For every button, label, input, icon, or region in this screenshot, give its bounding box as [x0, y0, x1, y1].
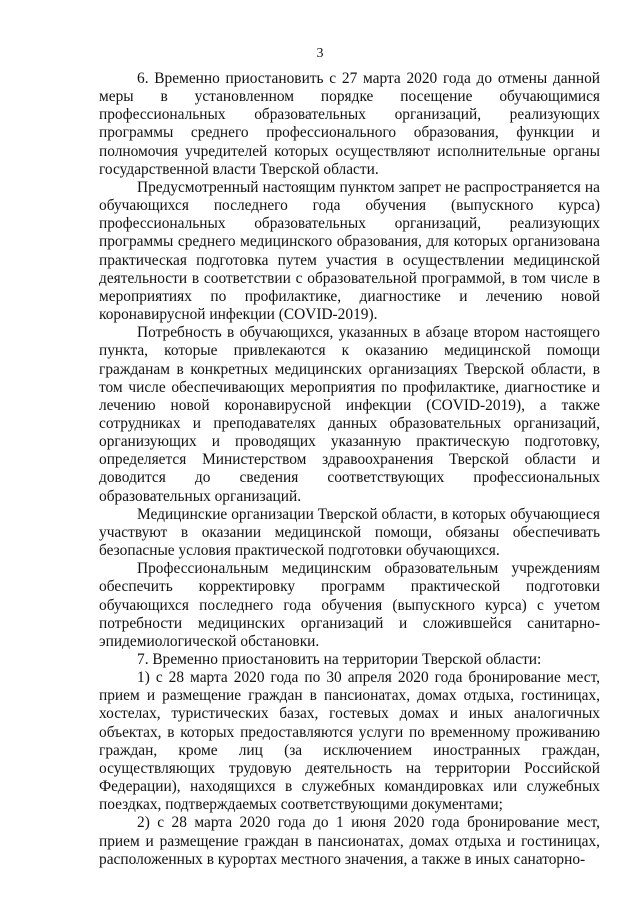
- document-body: [99, 70, 600, 869]
- page-number: 3: [316, 46, 324, 61]
- paragraph-item-7-2: 2) с 28 марта 2020 года до 1 июня 2020 года бронирование мест, прием и размещение граждан в пансионатах, домах отдыха и гостиницах, расположенных в курортах местного значения, а также в иных санаторно-: [99, 814, 600, 868]
- paragraph-exception: Предусмотренный настоящим пунктом запрет не распространяется на обучающихся последнего года обучения (выпускного курса) профессиональных образовательных организаций, реализующих программы среднего медицинского образования, для которых организована практическая подготовка путем участия в осуществлении медицинской деятельности в соответствии с образовательной программой, в том числе в мероприятиях по профилактике, диагностике и лечению новой коронавирусной инфекции (COVID-2019).: [99, 178, 600, 324]
- paragraph-medical-orgs: Медицинские организации Тверской области, в которых обучающиеся участвуют в оказании медицинской помощи, обязаны обеспечивать безопасные условия практической подготовки обучающихся.: [99, 505, 600, 560]
- paragraph-demand: Потребность в обучающихся, указанных в абзаце втором настоящего пункта, которые привлекаются к оказанию медицинской помощи гражданам в конкретных медицинских организациях Тверской области, в том числе обеспечивающих мероприятия по профилактике, диагностике и лечению новой коронавирусной инфекции (COVID-2019), а также сотрудниках и преподавателях данных образовательных организаций, организующих и проводящих указанную практическую подготовку, определяется Министерством здравоохранения Тверской области и доводится до сведения соответствующих профессиональных образовательных организаций.: [99, 324, 600, 505]
- paragraph-item-6: 6. Временно приостановить с 27 марта 2020 года до отмены данной меры в установленном порядке посещение обучающимися профессиональных образовательных организаций, реализующих программы среднего профессионального образования, функции и полномочия учредителей которых осуществляют исполнительные органы государственной власти Тверской области.: [99, 70, 600, 178]
- paragraph-item-7-1: 1) с 28 марта 2020 года по 30 апреля 2020 года бронирование мест, прием и размещение граждан в пансионатах, домах отдыха, гостиницах, хостелах, туристических базах, гостевых домах и иных аналогичных объектах, в которых предоставляются услуги по временному проживанию граждан, кроме лиц (за исключением иностранных граждан, осуществляющих трудовую деятельность на территории Российской Федерации), находящихся в служебных командировках или служебных поездках, подтверждаемых соответствующими документами;: [99, 669, 600, 814]
- paragraph-program-adjustment: Профессиональным медицинским образовательным учреждениям обеспечить корректировку программ практической подготовки обучающихся последнего года обучения (выпускного курса) с учетом потребности медицинских организаций и сложившейся санитарно-эпидемиологической обстановки.: [99, 560, 600, 650]
- paragraph-item-7: 7. Временно приостановить на территории Тверской области:: [137, 651, 542, 668]
